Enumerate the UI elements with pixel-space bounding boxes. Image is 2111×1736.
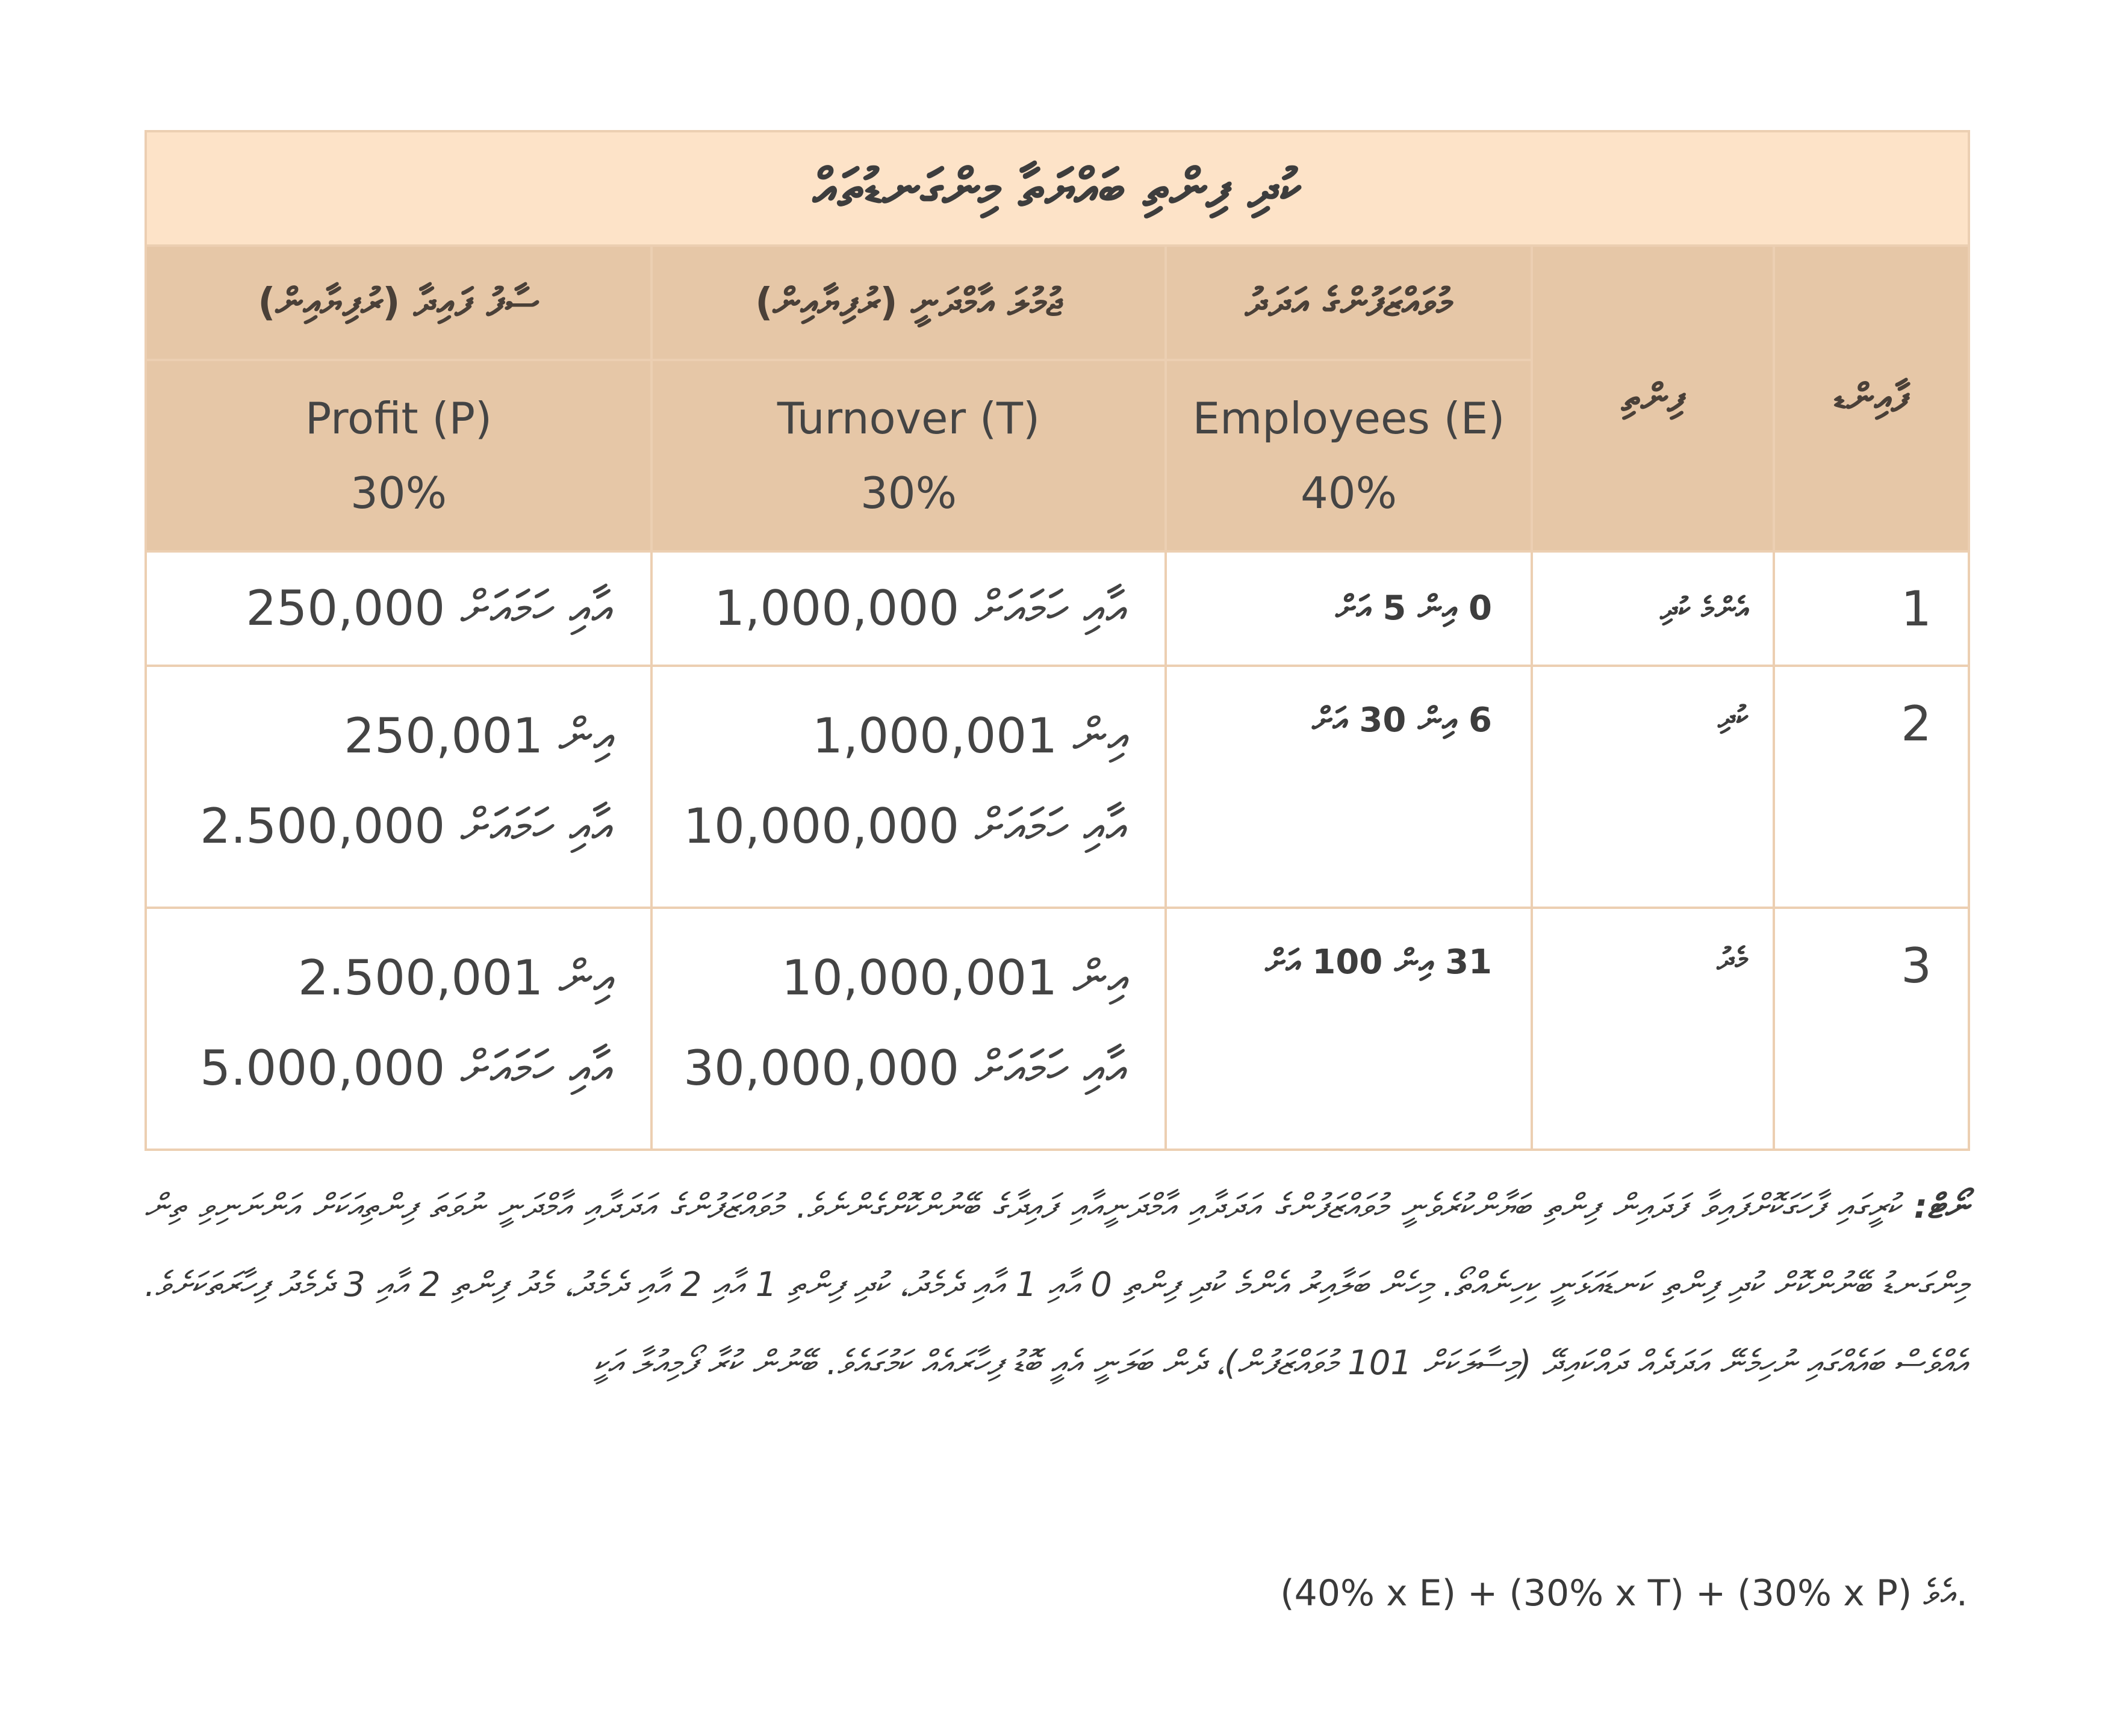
- turnover-line: 1,000,000 އާއި ހަމައަށް: [714, 580, 1128, 636]
- profit-line-from: 250,001 އިން: [344, 708, 614, 764]
- size-criteria-table: [145, 130, 1970, 1151]
- employees-cell: 31 އިން 100 އަށް: [1166, 908, 1532, 1150]
- formula-line: (40% x E) + (30% x T) + (30% x P) އެވެ.: [1280, 1572, 1968, 1614]
- size-cell: މެދު: [1532, 908, 1774, 1150]
- header-turnover-label: Turnover (T): [777, 393, 1040, 444]
- header-employees-dv: މުވައްޒަފުންގެ އަދަދު: [1166, 246, 1532, 360]
- header-turnover-en: [651, 360, 1166, 551]
- profit-cell: [146, 551, 651, 666]
- profit-line-from: 2.500,001 އިން: [297, 950, 614, 1006]
- note-label: ނޯޓް:: [1914, 1187, 1968, 1226]
- size-cell: ކުދި: [1532, 666, 1774, 908]
- header-profit-en: [146, 360, 651, 551]
- header-employees-label: Employees (E): [1192, 393, 1505, 444]
- turnover-line-to: 10,000,000 އާއި ހަމައަށް: [683, 798, 1128, 854]
- note-text: ކުރީގައި ފާހަގަކޮށްފައިވާ ފަދައިން ފިންތި ބަޔާންކުރެވެނީ މުވައްޒަފުންގެ އަދަދާއި އާމްދަނީއާއި ފައިދާގެ ބޭނުންކޮށްގެންނެވެ. މުވައްޒަފުންގެ އަދަދާއި އާމްދަނީ ނުވަތަ ފިންތިއަކަށް އަންނަނިވި ތިން މިންގަނޑު ބޭނުންކޮށް ކުދި ފިންތި ކަނޑައަޅަނީ ކިހިނެއްތޯ. މިހެން ބަލާއިރު އެންމެ ކުދި ފިންތި 0 އާއި 1 އާއި ދެމެދު، ކުދި ފިންތި 1 އާއި 2 އާއި ދެމެދު، މެދު ފިންތި 2 އާއި 3 ދެމެދު ފިހާރަތަކަށެވެ. އެއްވެސް ބައެއްގައި ނުހިމެނޭ އަދަދެއް ދައްކައިދޭ (މިސާލަކަށް 101 މުވައްޒަފުން)، ދެން ބަލަނީ އެއީ ބޮޑު ފިހާރައެއް ކަމުގައެވެ. ބޭނުން ކުރާ ފޯމިއުލާ އަކީ: [145, 1187, 1968, 1383]
- header-turnover-weight: 30%: [860, 468, 957, 518]
- turnover-line-from: 1,000,001 އިން: [812, 708, 1128, 764]
- profit-line: 250,000 އާއި ހަމައަށް: [246, 580, 614, 636]
- turnover-cell: [651, 908, 1166, 1150]
- header-employees-weight: 40%: [1300, 468, 1397, 518]
- header-profit-label: Profit (P): [305, 393, 493, 444]
- employees-cell: 6 އިން 30 އަށް: [1166, 666, 1532, 908]
- header-employees-en: [1166, 360, 1532, 551]
- turnover-cell: [651, 551, 1166, 666]
- profit-line-to: 5.000,000 އާއި ހަމައަށް: [200, 1040, 614, 1096]
- row-number: 3: [1774, 908, 1969, 1150]
- table-title: ކުދި ފިންތި ބައްޔަތާ މިންގަނޑުތައް: [146, 131, 1969, 246]
- table-row: [146, 908, 1969, 1150]
- table-row: [146, 551, 1969, 666]
- turnover-line-to: 30,000,000 އާއި ހަމައަށް: [683, 1040, 1128, 1096]
- employees-cell: 0 އިން 5 އަށް: [1166, 551, 1532, 666]
- size-cell: އެންމެ ކުދި: [1532, 551, 1774, 666]
- header-turnover-dv: ޖުމުލަ އާމްދަނީ (ރުފިޔާއިން): [651, 246, 1166, 360]
- profit-cell: [146, 908, 651, 1150]
- table-row: [146, 666, 1969, 908]
- turnover-line-from: 10,000,001 އިން: [782, 950, 1128, 1006]
- turnover-cell: [651, 666, 1166, 908]
- header-number: ފާއިންޑ: [1774, 246, 1969, 551]
- size-criteria-table-wrapper: [145, 130, 1968, 1151]
- row-number: 2: [1774, 666, 1969, 908]
- header-profit-dv: ސާފު ފައިދާ (ރުފިޔާއިން): [146, 246, 651, 360]
- header-size: ފިންތި: [1532, 246, 1774, 551]
- row-number: 1: [1774, 551, 1969, 666]
- note-paragraph: [145, 1168, 1968, 1403]
- header-profit-weight: 30%: [350, 468, 447, 518]
- profit-line-to: 2.500,000 އާއި ހަމައަށް: [200, 798, 614, 854]
- profit-cell: [146, 666, 651, 908]
